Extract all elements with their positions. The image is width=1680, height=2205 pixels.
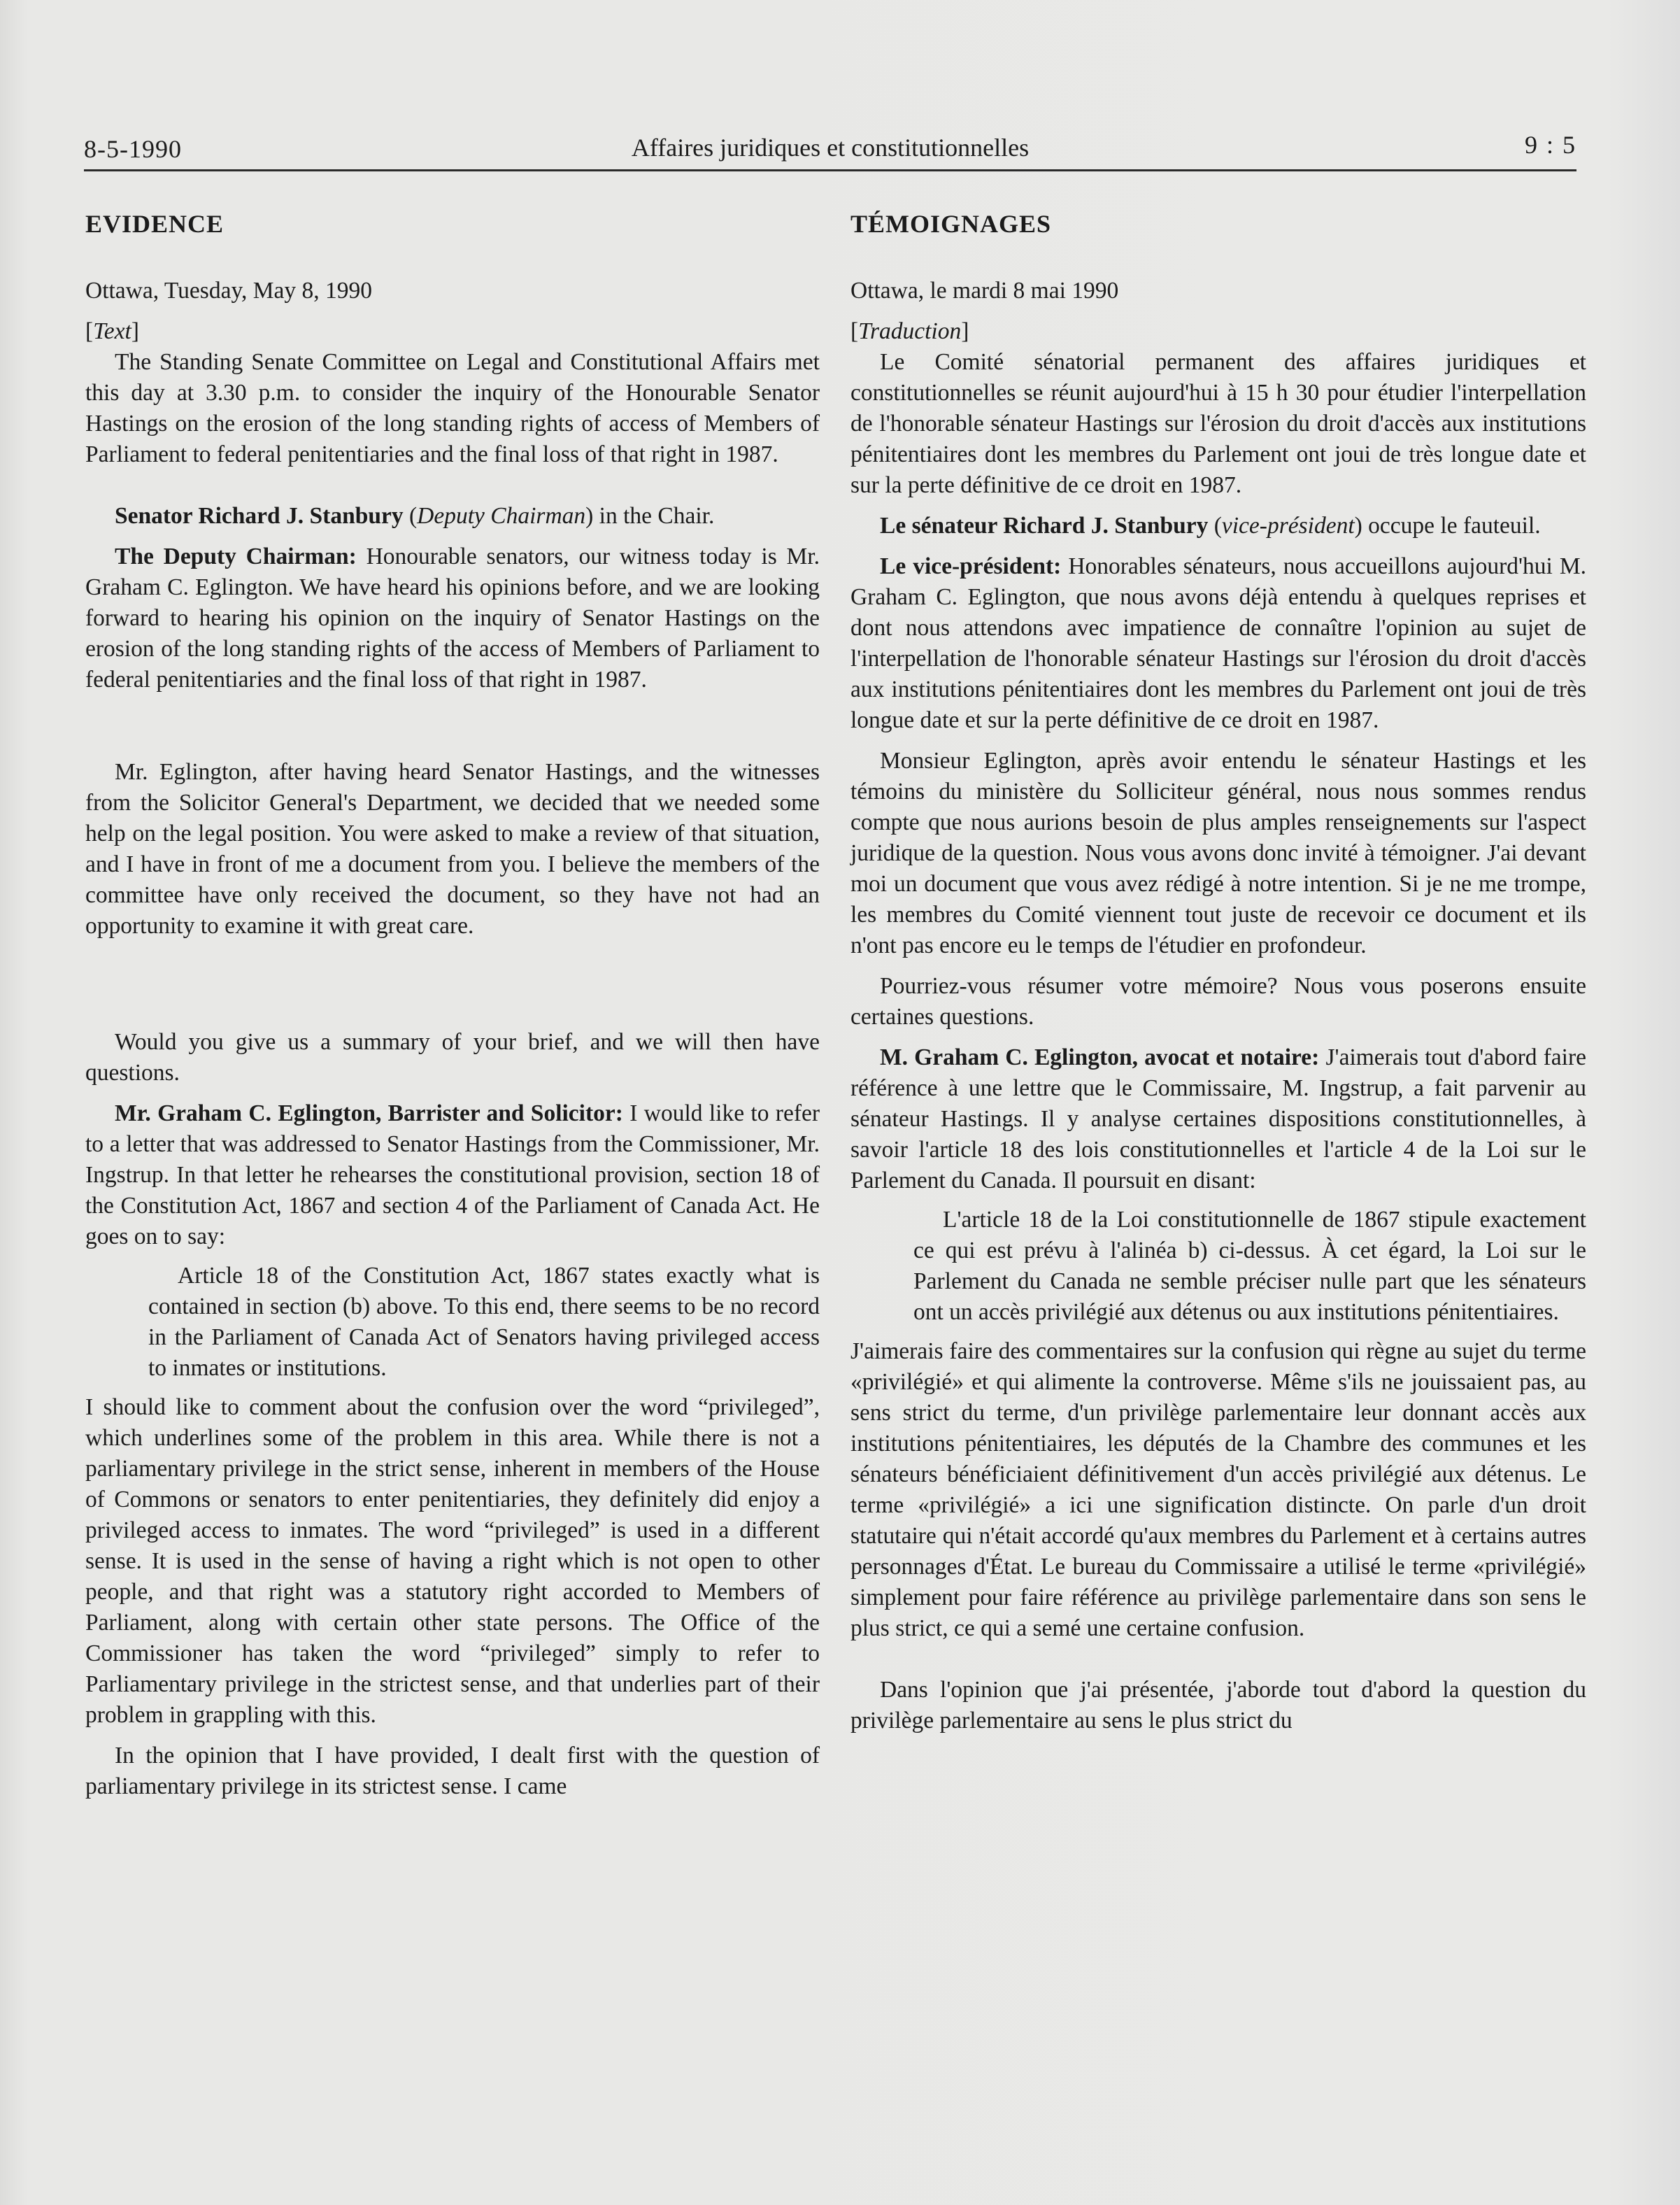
text-tag-fr: [Traduction] [850, 318, 969, 344]
header-date: 8-5-1990 [84, 135, 182, 163]
eglington-answer-paragraph-fr [850, 1042, 1586, 1196]
chair-role-fr: vice-président [1221, 513, 1355, 539]
eglington-question-paragraph-fr: Monsieur Eglington, après avoir entendu le sénateur Hastings et les témoins du ministère du Solliciteur général, nous nous sommes rendus compte que nous aurions besoin de plus amples renseignements sur l'aspect juridique de la question. Nous vous avons donc invité à témoigner. J'ai devant moi un document que vous avez rédigé à notre intention. Si je ne me trompe, les membres du Comité viennent tout juste de recevoir ce document et ils n'ont pas encore eu le temps de l'étudier en profondeur. [850, 748, 1586, 958]
eglington-text-fr: J'aimerais tout d'abord faire référence à une lettre que le Commissaire, M. Ingstrup, a fait parvenir au sénateur Hastings. Il y analyse certaines dispositions constitutionnelles, à savoir l'article 18 des lois constitutionnelles et l'article 4 de la Loi sur le Parlement du Canada. Il poursuit en disant: [850, 1044, 1587, 1193]
deputy-chairman-text: Honourable senators, our witness today is Mr. Graham C. Eglington. We have heard his opinions before, and we are looking forward to hearing his opinion on the inquiry of Senator Hastings on the erosion of the long standing rights of the access of Members of Parliament to federal penitentiaries and the final loss of that right in 1987. [85, 544, 820, 693]
chair-role: Deputy Chairman [417, 503, 586, 529]
vice-president-speaker: Le vice-président: [880, 553, 1062, 579]
privileged-comment-paragraph: I should like to comment about the confusion over the word “privileged”, which underlines some of the problem in this area. While there is not a parliamentary privilege in the strict sense, inherent in members of the House of Commons or senators to enter penitentiaries, they definitely did enjoy a privileged access to inmates. The word “privileged” is used in a different sense. It is used in the sense of having a right which is not open to other people, and that right was a statutory right accorded to Members of Parliament, along with certain other state persons. The Office of the Commissioner has taken the word “privileged” simply to refer to Parliamentary privilege in the strictest sense, and that underlies part of their problem in grappling with this. [85, 1394, 820, 1728]
chair-name: Senator Richard J. Stanbury [115, 503, 404, 529]
opening-paragraph-fr: Le Comité sénatorial permanent des affaires juridiques et constitutionnelles se réunit aujourd'hui à 15 h 30 pour étudier l'interpellation de l'honorable sénateur Hastings sur l'érosion du droit d'accès aux institutions pénitentiaires dont les membres du Parlement ont joui de très longue date et sur la perte définitive de ce droit en 1987. [850, 349, 1586, 498]
opinion-paragraph: In the opinion that I have provided, I dealt first with the question of parliamentary privilege in its strictest sense. I came [85, 1743, 820, 1799]
chair-paragraph: Senator Richard J. Stanbury (Deputy Chairman) in the Chair. [115, 503, 715, 529]
deputy-chairman-speaker: The Deputy Chairman: [115, 544, 357, 569]
header-page-number: 9 : 5 [1524, 131, 1576, 159]
summary-request-paragraph: Would you give us a summary of your brief, and we will then have questions. [85, 1029, 820, 1086]
text-tag-label: Text [93, 318, 131, 344]
eglington-text: I would like to refer to a letter that was addressed to Senator Hastings from the Commissioner, Mr. Ingstrup. In that letter he rehearses the constitutional provision, section 18 of the Constitution Act, 1867 and section 4 of the Parliament of Canada Act. He goes on to say: [85, 1100, 820, 1249]
eglington-speaker-fr: M. Graham C. Eglington, avocat et notaire: [880, 1044, 1320, 1070]
header-title: Affaires juridiques et constitutionnelles [631, 134, 1030, 162]
place-date-fr: Ottawa, le mardi 8 mai 1990 [850, 278, 1119, 304]
vice-president-text: Honorables sénateurs, nous accueillons aujourd'hui M. Graham C. Eglington, que nous avons déjà entendu à quelques reprises et dont nous attendons avec impatience de connaître l'opinion au sujet de l'interpellation de l'honorable sénateur Hastings sur l'érosion du droit d'accès aux institutions pénitentiaires dont les membres du Parlement ont joui de très longue date et sur la perte définitive de ce droit en 1987. [850, 553, 1587, 733]
deputy-chairman-paragraph [85, 541, 820, 695]
chair-rest-fr: occupe le fauteuil. [1368, 513, 1541, 539]
summary-request-paragraph-fr: Pourriez-vous résumer votre mémoire? Nous vous poserons ensuite certaines questions. [850, 973, 1586, 1030]
chair-rest: in the Chair. [599, 503, 715, 529]
privileged-comment-paragraph-fr: J'aimerais faire des commentaires sur la confusion qui règne au sujet du terme «privilégié» et qui alimente la controverse. Même s'ils ne jouissaient pas, au sens strict du terme, d'un privilège parlementaire leur donnant accès aux institutions pénitentiaires, les députés de la Chambre des communes et les sénateurs bénéficiaient définitivement d'un accès privilégié aux détenus. Le terme «privilégié» a ici une signification distincte. On parle d'un droit statutaire qui n'était accordé qu'aux membres du Parlement et à certains autres personnages d'État. Le bureau du Commissaire a utilisé le terme «privilégié» simplement pour faire référence au privilège parlementaire dans son sens le plus strict, ce qui a semé une certaine confusion. [850, 1338, 1586, 1641]
chair-paragraph-fr: Le sénateur Richard J. Stanbury (vice-président) occupe le fauteuil. [880, 513, 1541, 539]
column-english [85, 203, 820, 1802]
eglington-question-paragraph: Mr. Eglington, after having heard Senator Hastings, and the witnesses from the Solicitor General's Department, we decided that we needed some help on the legal position. You were asked to make a review of that situation, and I have in front of me a document from you. I believe the members of the committee have only received the document, so they have not had an opportunity to examine it with great care. [85, 759, 820, 939]
text-tag: [Text] [85, 318, 139, 344]
vice-president-paragraph [850, 551, 1586, 736]
heading-temoignages: TÉMOIGNAGES [850, 210, 1052, 238]
place-date: Ottawa, Tuesday, May 8, 1990 [85, 278, 373, 304]
opening-paragraph: The Standing Senate Committee on Legal and Constitutional Affairs met this day at 3.30 p.m. to consider the inquiry of the Honourable Senator Hastings on the erosion of the long standing rights of access of Members of Parliament to federal penitentiaries and the final loss of that right in 1987. [85, 349, 820, 467]
opinion-paragraph-fr: Dans l'opinion que j'ai présentée, j'aborde tout d'abord la question du privilège parlementaire au sens le plus strict du [850, 1677, 1586, 1733]
text-tag-fr-label: Traduction [858, 318, 962, 344]
page-header [84, 127, 1576, 171]
heading-evidence: EVIDENCE [85, 210, 225, 238]
column-french [850, 203, 1586, 1736]
quoted-letter-fr: L'article 18 de la Loi constitutionnelle de 1867 stipule exactement ce qui est prévu à l'alinéa b) ci-dessus. À cet égard, la Loi sur le Parlement du Canada ne semble préciser nulle part que les sénateurs ont un accès privilégié aux détenus ou aux institutions pénitentiaires. [913, 1207, 1586, 1325]
chair-name-fr: Le sénateur Richard J. Stanbury [880, 513, 1209, 539]
eglington-speaker: Mr. Graham C. Eglington, Barrister and Solicitor: [115, 1100, 623, 1126]
eglington-answer-paragraph [85, 1098, 820, 1252]
quoted-letter: Article 18 of the Constitution Act, 1867 states exactly what is contained in section (b) above. To this end, there seems to be no record in the Parliament of Canada Act of Senators having privileged access to inmates or institutions. [148, 1263, 820, 1381]
